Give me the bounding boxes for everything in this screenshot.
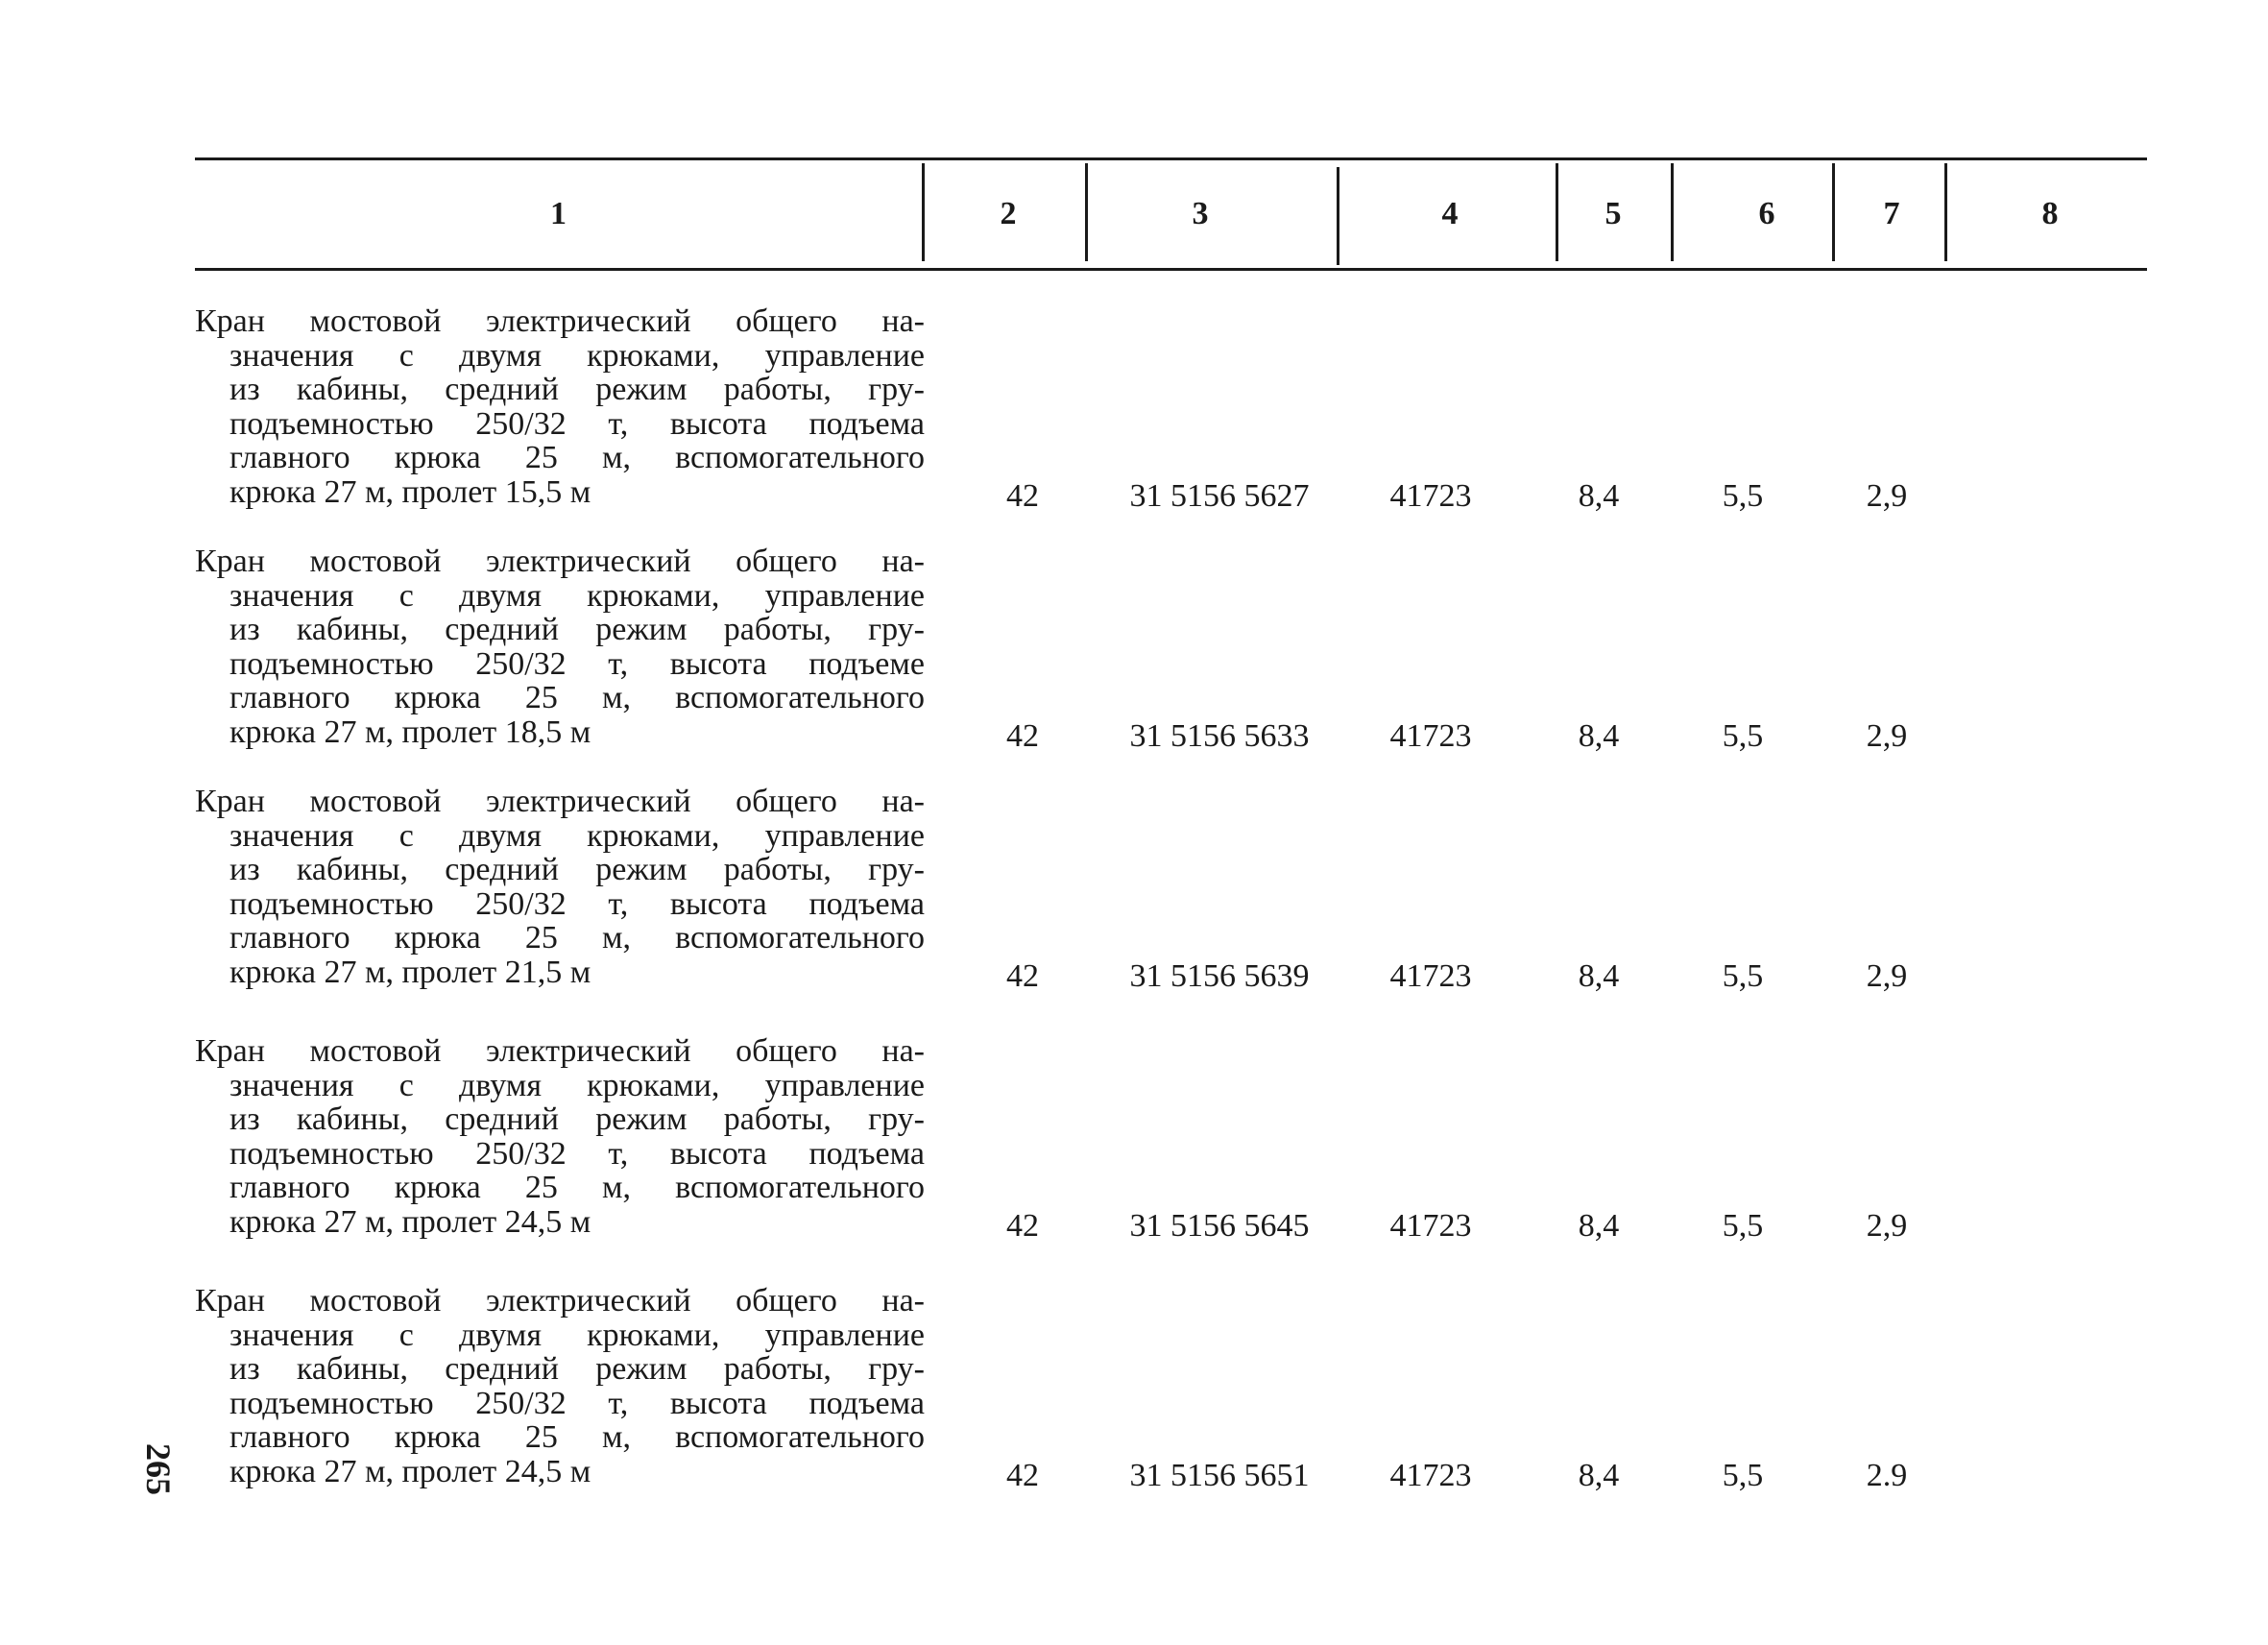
cell-col-4: 41723 — [1389, 958, 1472, 994]
column-divider — [1832, 163, 1835, 261]
description-line: подъемностью 250/32 т, высота подъема — [229, 1385, 925, 1421]
description-line: Кран мостовой электрический общего на- — [195, 544, 925, 579]
description-line: из кабины, средний режим работы, гру- — [229, 852, 925, 887]
description-line: из кабины, средний режим работы, гру- — [229, 612, 925, 647]
description-line: из кабины, средний режим работы, гру- — [229, 372, 925, 407]
description-line: значения с двумя крюками, управление — [229, 817, 925, 854]
cell-col-5: 8,4 — [1578, 1458, 1620, 1493]
cell-col-5: 8,4 — [1578, 478, 1620, 514]
cell-col-5: 8,4 — [1578, 718, 1620, 754]
table-row — [0, 544, 2268, 756]
description-line: главного крюка 25 м, вспомогательного — [229, 1170, 925, 1205]
cell-col-7: 2,9 — [1866, 958, 1908, 994]
description-line: крюка 27 м, пролет 15,5 м — [229, 473, 591, 510]
table-row — [0, 785, 2268, 996]
header-col-5: 5 — [1604, 196, 1622, 231]
cell-col-2: 42 — [1006, 1458, 1039, 1493]
cell-col-3: 31 5156 5645 — [1129, 1208, 1310, 1244]
description-line: из кабины, средний режим работы, гру- — [229, 1101, 925, 1137]
cell-col-4: 41723 — [1389, 718, 1472, 754]
header-col-8: 8 — [2041, 196, 2059, 231]
description-line: крюка 27 м, пролет 24,5 м — [229, 1203, 591, 1240]
column-divider — [1556, 163, 1558, 261]
page-number: 265 — [139, 1443, 178, 1495]
cell-col-4: 41723 — [1389, 1208, 1472, 1244]
row-description — [195, 1284, 925, 1488]
description-line: главного крюка 25 м, вспомогательного — [229, 1419, 925, 1455]
table-row — [0, 1034, 2268, 1246]
cell-col-4: 41723 — [1389, 478, 1472, 514]
description-line: подъемностью 250/32 т, высота подъема — [229, 885, 925, 922]
cell-col-7: 2.9 — [1866, 1458, 1908, 1493]
cell-col-7: 2,9 — [1866, 478, 1908, 514]
header-col-6: 6 — [1758, 196, 1775, 231]
column-divider — [1944, 163, 1947, 261]
description-line: главного крюка 25 м, вспомогательного — [229, 440, 925, 475]
table-row — [0, 304, 2268, 516]
column-divider — [1671, 163, 1674, 261]
description-line: главного крюка 25 м, вспомогательного — [229, 920, 925, 956]
description-line: значения с двумя крюками, управление — [229, 1067, 925, 1103]
row-description — [195, 544, 925, 749]
description-line: значения с двумя крюками, управление — [229, 1317, 925, 1353]
description-line: подъемностью 250/32 т, высота подъема — [229, 1135, 925, 1172]
cell-col-3: 31 5156 5627 — [1129, 478, 1310, 514]
cell-col-5: 8,4 — [1578, 958, 1620, 994]
row-description — [195, 1034, 925, 1239]
description-line: главного крюка 25 м, вспомогательного — [229, 680, 925, 715]
description-line: Кран мостовой электрический общего на- — [195, 1283, 925, 1318]
cell-col-6: 5,5 — [1722, 718, 1764, 754]
cell-col-2: 42 — [1006, 718, 1039, 754]
description-line: крюка 27 м, пролет 18,5 м — [229, 714, 591, 750]
description-line: из кабины, средний режим работы, гру- — [229, 1351, 925, 1387]
description-line: крюка 27 м, пролет 21,5 м — [229, 954, 591, 990]
header-col-3: 3 — [1192, 196, 1209, 231]
cell-col-7: 2,9 — [1866, 1208, 1908, 1244]
table-row — [0, 1284, 2268, 1495]
row-description — [195, 304, 925, 509]
cell-col-2: 42 — [1006, 1208, 1039, 1244]
description-line: Кран мостовой электрический общего на- — [195, 784, 925, 819]
header-bottom-rule — [195, 268, 2147, 271]
description-line: подъемностью 250/32 т, высота подъема — [229, 405, 925, 442]
cell-col-6: 5,5 — [1722, 1458, 1764, 1493]
cell-col-3: 31 5156 5633 — [1129, 718, 1310, 754]
cell-col-2: 42 — [1006, 958, 1039, 994]
cell-col-6: 5,5 — [1722, 478, 1764, 514]
description-line: значения с двумя крюками, управление — [229, 337, 925, 374]
row-description — [195, 785, 925, 989]
description-line: подъемностью 250/32 т, высота подъеме — [229, 645, 925, 682]
description-line: крюка 27 м, пролет 24,5 м — [229, 1453, 591, 1489]
cell-col-6: 5,5 — [1722, 1208, 1764, 1244]
cell-col-3: 31 5156 5639 — [1129, 958, 1310, 994]
column-divider — [922, 163, 925, 261]
header-col-4: 4 — [1441, 196, 1459, 231]
description-line: Кран мостовой электрический общего на- — [195, 1033, 925, 1069]
cell-col-5: 8,4 — [1578, 1208, 1620, 1244]
description-line: значения с двумя крюками, управление — [229, 577, 925, 614]
cell-col-3: 31 5156 5651 — [1129, 1458, 1310, 1493]
header-top-rule — [195, 157, 2147, 160]
header-col-2: 2 — [1000, 196, 1017, 231]
header-col-7: 7 — [1883, 196, 1900, 231]
column-divider — [1337, 167, 1339, 265]
header-col-1: 1 — [550, 196, 567, 231]
description-line: Кран мостовой электрический общего на- — [195, 303, 925, 339]
cell-col-6: 5,5 — [1722, 958, 1764, 994]
cell-col-4: 41723 — [1389, 1458, 1472, 1493]
column-divider — [1085, 163, 1088, 261]
cell-col-2: 42 — [1006, 478, 1039, 514]
cell-col-7: 2,9 — [1866, 718, 1908, 754]
